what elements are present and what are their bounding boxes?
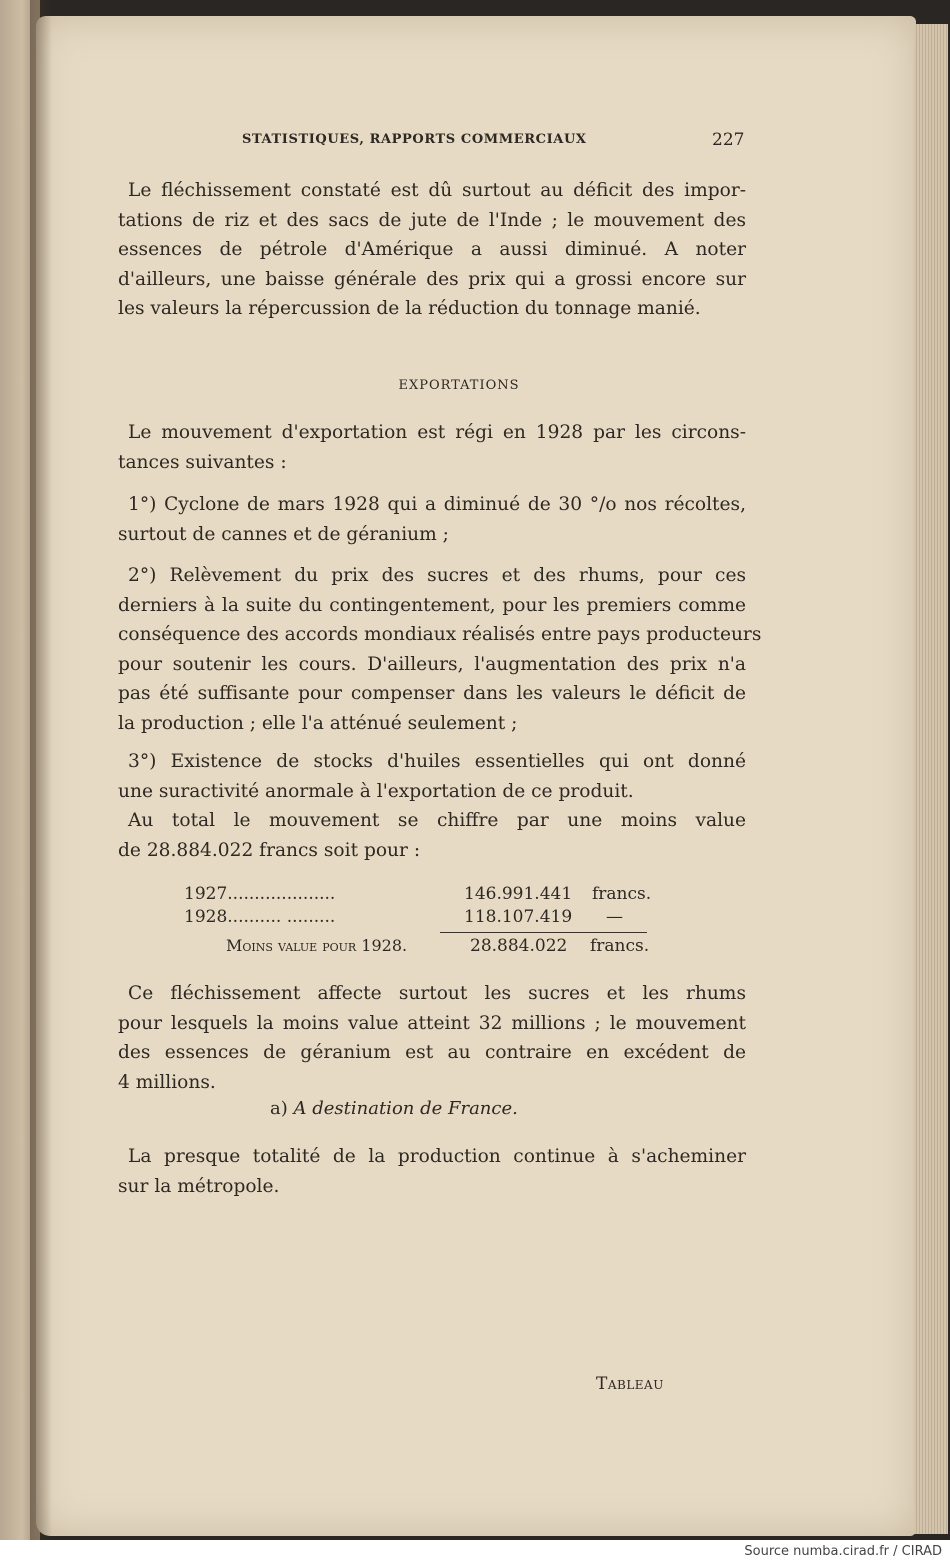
page-number: 227 bbox=[712, 130, 745, 150]
paragraph-5 bbox=[118, 1142, 746, 1201]
paragraph-line: pas été suffisante pour compenser dans les valeurs le déficit de bbox=[118, 683, 746, 704]
paragraph-line: essences de pétrole d'Amérique a aussi diminué. A noter bbox=[118, 239, 746, 260]
table-row-value: 118.107.419 bbox=[464, 907, 573, 927]
paragraph-line: 1°) Cyclone de mars 1928 qui a diminué de 30 °/o nos récoltes, bbox=[128, 494, 746, 515]
list-item-1 bbox=[118, 490, 746, 549]
paragraph-1 bbox=[118, 176, 746, 324]
table-row-label: 1928.......... ......... bbox=[184, 907, 336, 927]
gutter-shadow bbox=[30, 0, 52, 1540]
paragraph-line: tances suivantes : bbox=[118, 451, 287, 473]
running-title: STATISTIQUES, RAPPORTS COMMERCIAUX bbox=[242, 132, 587, 147]
paragraph-line: Le fléchissement constaté est dû surtout au déficit des impor- bbox=[128, 180, 746, 201]
source-credit: Source numba.cirad.fr / CIRAD bbox=[744, 1544, 942, 1559]
paragraph-line: des essences de géranium est au contraire en excédent de bbox=[118, 1042, 746, 1063]
table-row-value: 146.991.441 bbox=[464, 884, 573, 904]
section-title-text: EXPORTATIONS bbox=[398, 378, 520, 393]
paragraph-line: derniers à la suite du contingentement, pour les premiers comme bbox=[118, 594, 746, 616]
catchword: Tableau bbox=[596, 1374, 664, 1394]
paragraph-2 bbox=[118, 418, 746, 477]
paragraph-line: conséquence des accords mondiaux réalisés entre pays producteurs bbox=[118, 624, 762, 645]
paragraph-line: d'ailleurs, une baisse générale des prix qui a grossi encore sur bbox=[118, 268, 746, 290]
subheading-text: A destination de France. bbox=[293, 1098, 518, 1119]
paragraph-line: Ce fléchissement affecte surtout les sucres et les rhums bbox=[128, 983, 746, 1004]
paragraph-line: pour soutenir les cours. D'ailleurs, l'augmentation des prix n'a bbox=[118, 653, 746, 675]
paragraph-line: 2°) Relèvement du prix des sucres et des rhums, pour ces bbox=[128, 565, 746, 586]
table-total-value: 28.884.022 bbox=[470, 936, 568, 956]
paragraph-line: les valeurs la répercussion de la réduction du tonnage manié. bbox=[118, 298, 701, 319]
list-item-3 bbox=[118, 747, 746, 806]
paragraph-line: surtout de cannes et de géranium ; bbox=[118, 523, 449, 545]
table-row-label: 1927.................... bbox=[184, 884, 336, 904]
section-title bbox=[0, 374, 950, 393]
table-row-unit: francs. bbox=[592, 884, 652, 904]
subheading bbox=[270, 1098, 518, 1119]
paragraph-line: Au total le mouvement se chiffre par une moins value bbox=[128, 810, 746, 831]
paragraph-line: 4 millions. bbox=[118, 1071, 216, 1093]
paragraph-3 bbox=[118, 806, 746, 865]
table-total-label: Moins value pour 1928. bbox=[226, 936, 408, 955]
paragraph-line: La presque totalité de la production continue à s'acheminer bbox=[128, 1146, 746, 1167]
paragraph-line: la production ; elle l'a atténué seulement ; bbox=[118, 712, 518, 734]
paragraph-line: une suractivité anormale à l'exportation de ce produit. bbox=[118, 780, 634, 802]
table-total-unit: francs. bbox=[590, 936, 650, 956]
page-stack-edge bbox=[914, 24, 948, 1534]
paragraph-line: tations de riz et des sacs de jute de l'Inde ; le mouvement des bbox=[118, 209, 746, 231]
subheading-prefix: a) bbox=[270, 1098, 288, 1119]
paragraph-4 bbox=[118, 979, 746, 1097]
paragraph-line: Le mouvement d'exportation est régi en 1928 par les circons- bbox=[128, 422, 746, 443]
table-sum-rule bbox=[440, 932, 647, 933]
paragraph-line: de 28.884.022 francs soit pour : bbox=[118, 839, 421, 861]
paragraph-line: sur la métropole. bbox=[118, 1175, 280, 1197]
paragraph-line: 3°) Existence de stocks d'huiles essentielles qui ont donné bbox=[128, 751, 746, 772]
table-row-unit: — bbox=[606, 907, 623, 927]
list-item-2 bbox=[118, 561, 762, 738]
paragraph-line: pour lesquels la moins value atteint 32 millions ; le mouvement bbox=[118, 1012, 746, 1034]
